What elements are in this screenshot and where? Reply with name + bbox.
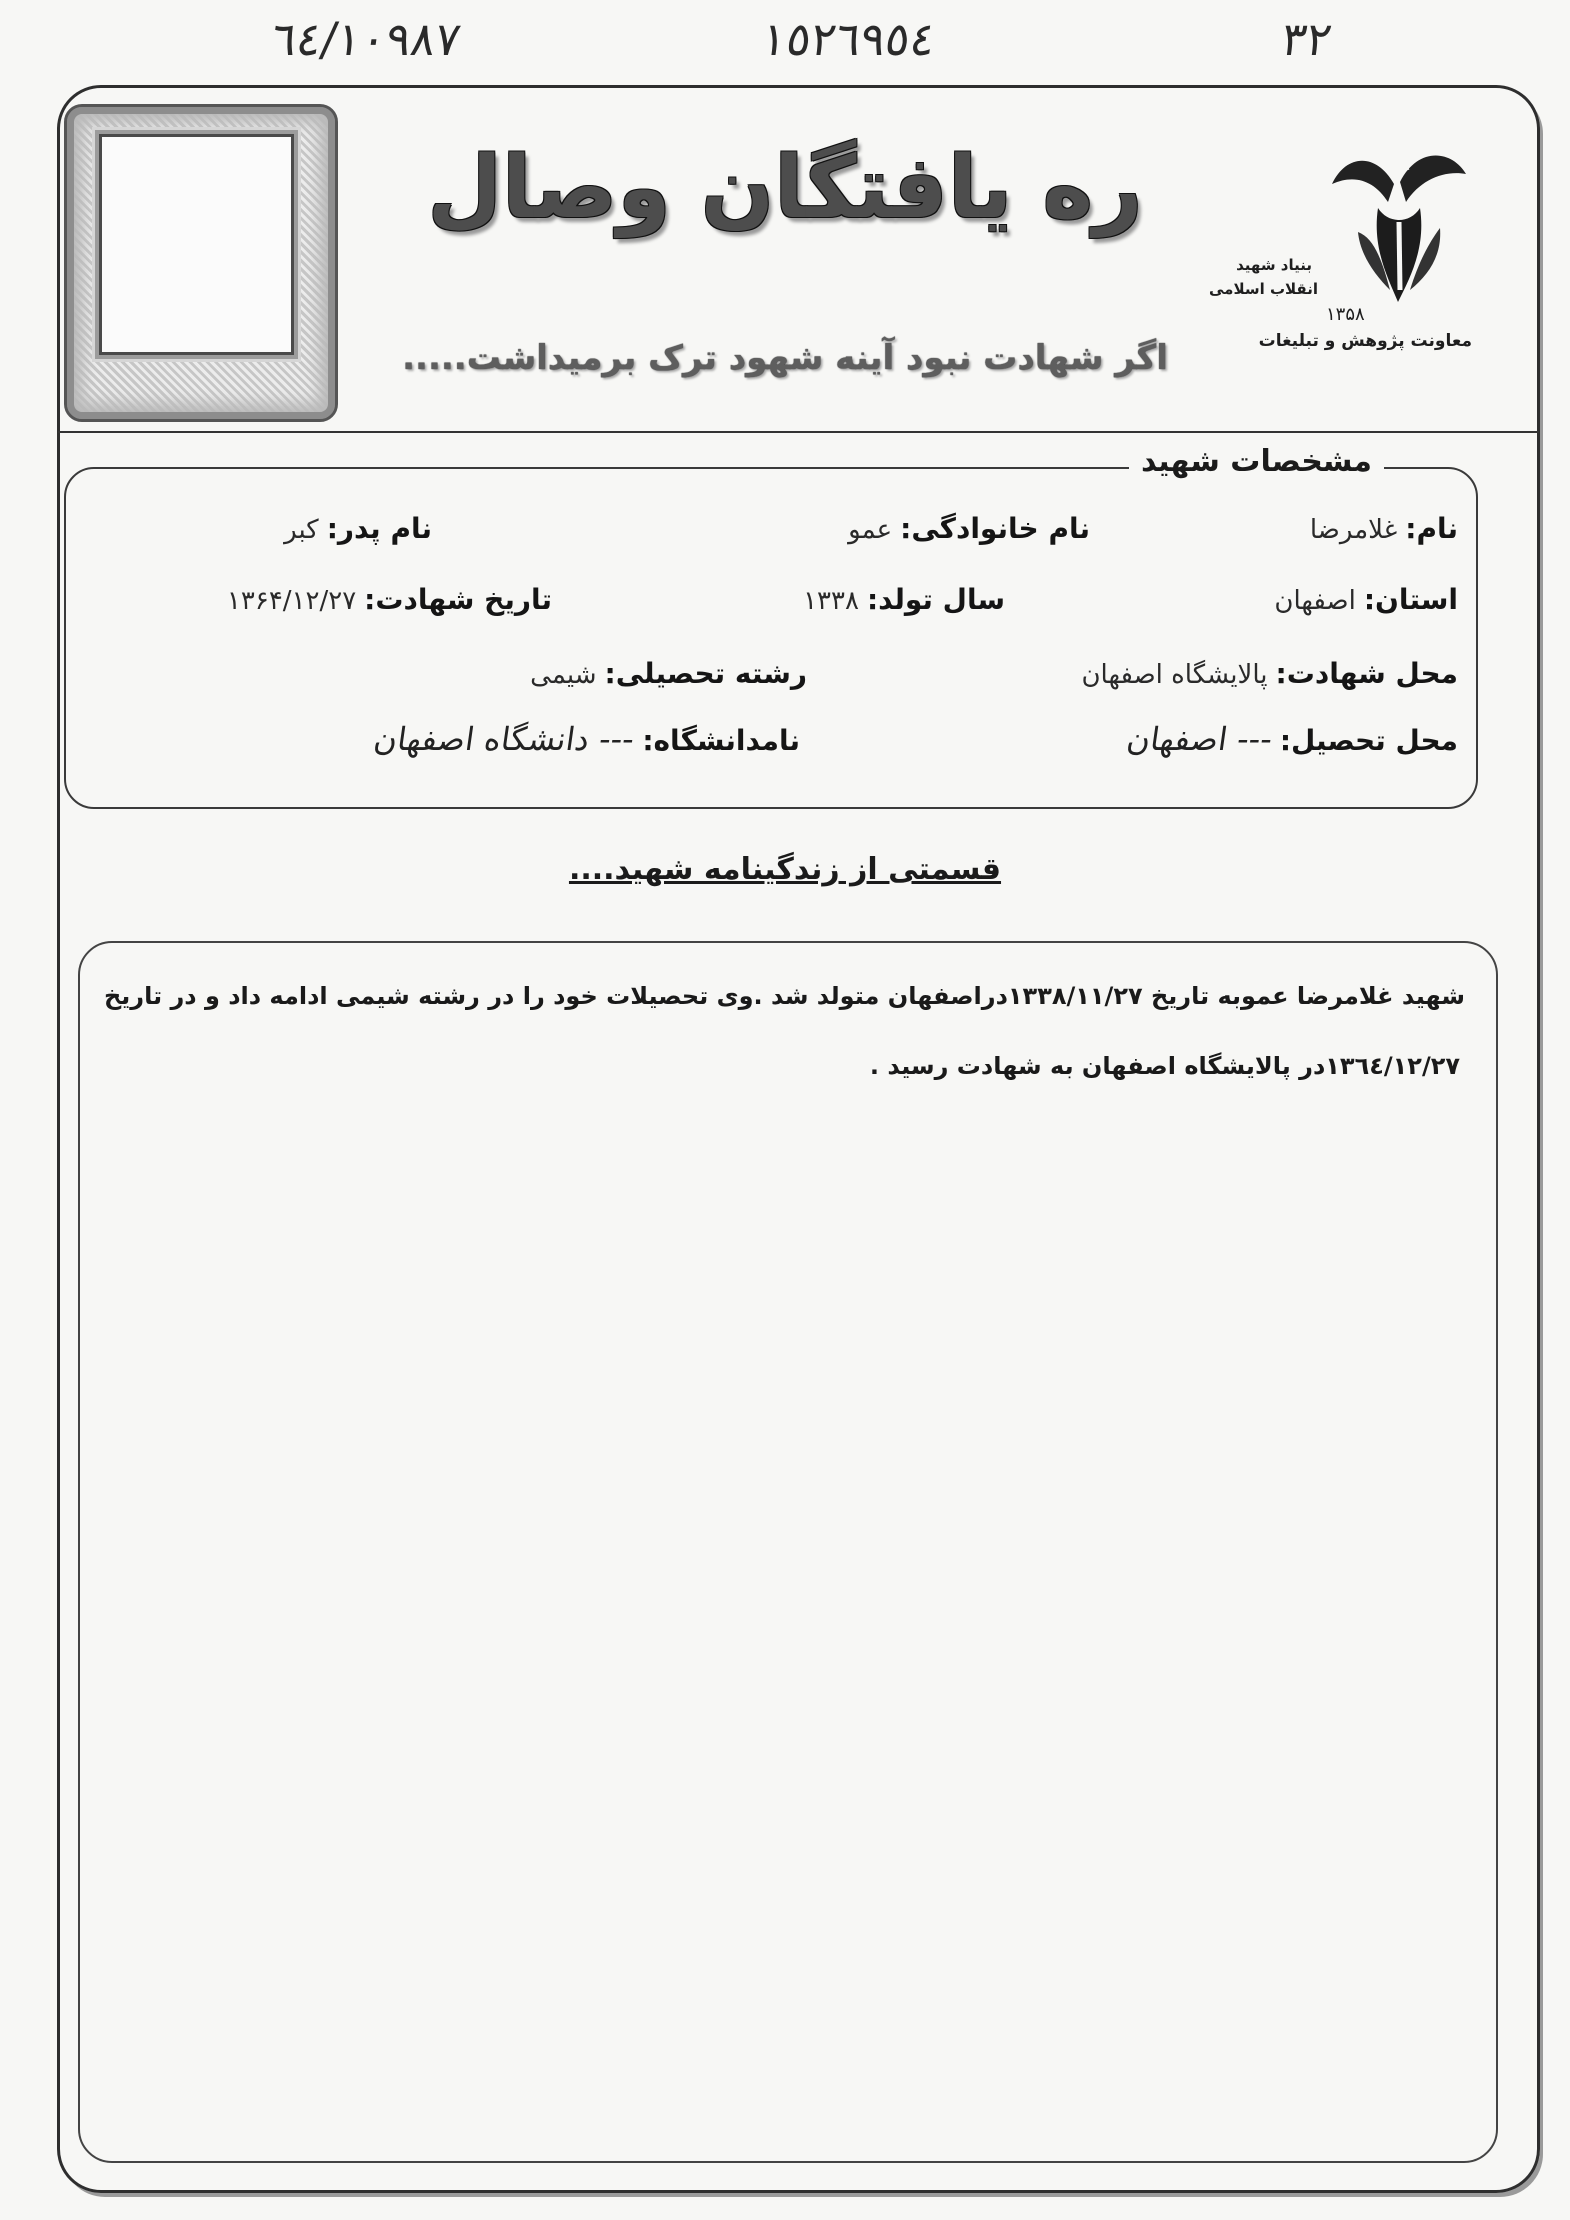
field-label: محل شهادت: <box>1275 657 1458 690</box>
martyr-foundation-emblem-icon <box>1320 140 1470 305</box>
field-label: رشته تحصیلی: <box>604 657 807 690</box>
logo-org-line2: انقلاب اسلامی <box>1209 280 1318 298</box>
profile-section-title: مشخصات شهید <box>1129 444 1384 479</box>
field-martyrdom-date <box>227 583 552 616</box>
header-divider <box>58 431 1539 433</box>
logo-department: معاونت پژوهش و تبلیغات <box>1258 331 1472 351</box>
handwritten-file-number: ٦٤/١٠٩٨٧ <box>268 12 465 66</box>
field-label: محل تحصیل: <box>1279 724 1458 757</box>
field-first-name <box>1310 512 1458 545</box>
field-label: نام: <box>1405 512 1458 545</box>
field-martyrdom-place <box>1081 657 1458 690</box>
biography-section-title: قسمتی از زندگینامه شهید.... <box>568 852 1002 887</box>
logo-year: ۱۳۵۸ <box>1326 304 1365 325</box>
field-study-place <box>1124 720 1458 758</box>
field-birth-year <box>803 583 1005 616</box>
handwritten-record-number: ١٥٢٦٩٥٤ <box>758 12 939 66</box>
photo-frame <box>64 104 338 422</box>
field-last-name <box>848 512 1090 545</box>
field-label: نام خانوادگی: <box>900 512 1090 545</box>
field-value: ۱۳۶۴/۱۲/۲۷ <box>226 586 357 616</box>
field-value: کبر <box>284 515 319 545</box>
field-value-handwritten: --- اصفهان <box>1124 720 1275 758</box>
field-label: سال تولد: <box>866 583 1005 616</box>
field-value-handwritten: --- دانشگاه اصفهان <box>371 720 637 758</box>
handwritten-page-number: ٣٢ <box>1278 12 1336 66</box>
field-value: ۱۳۳۸ <box>803 586 859 616</box>
field-value: شیمی <box>530 660 597 690</box>
field-value: اصفهان <box>1274 586 1356 616</box>
slogan: اگر شهادت نبود آینه شهود ترک برمیداشت..... <box>402 338 1168 378</box>
field-province <box>1274 583 1458 616</box>
photo-placeholder <box>99 134 294 355</box>
field-label: نام پدر: <box>326 512 432 545</box>
field-label: تاریخ شهادت: <box>364 583 552 616</box>
field-label: استان: <box>1363 583 1458 616</box>
biography-line: ١٣٦٤/١٢/٢٧در پالایشگاه اصفهان به شهادت رسید . <box>869 1052 1460 1080</box>
field-study-major <box>530 657 807 690</box>
field-value: عمو <box>848 515 893 545</box>
field-label: نامدانشگاه: <box>642 724 800 757</box>
biography-box <box>78 941 1498 2163</box>
field-value: پالایشگاه اصفهان <box>1081 660 1268 690</box>
field-value: غلامرضا <box>1309 515 1398 545</box>
biography-line: شهید غلامرضا عموبه تاریخ ١٣٣٨/١١/٢٧دراصفهان متولد شد .وی تحصیلات خود را در رشته شیمی ادامه داد و در تاریخ <box>103 982 1465 1010</box>
field-university <box>371 720 800 758</box>
document-title: ره یافتگان وصال <box>427 138 1143 238</box>
field-father-name <box>284 512 432 545</box>
logo-org-line1: بنیاد شهید <box>1236 256 1312 274</box>
